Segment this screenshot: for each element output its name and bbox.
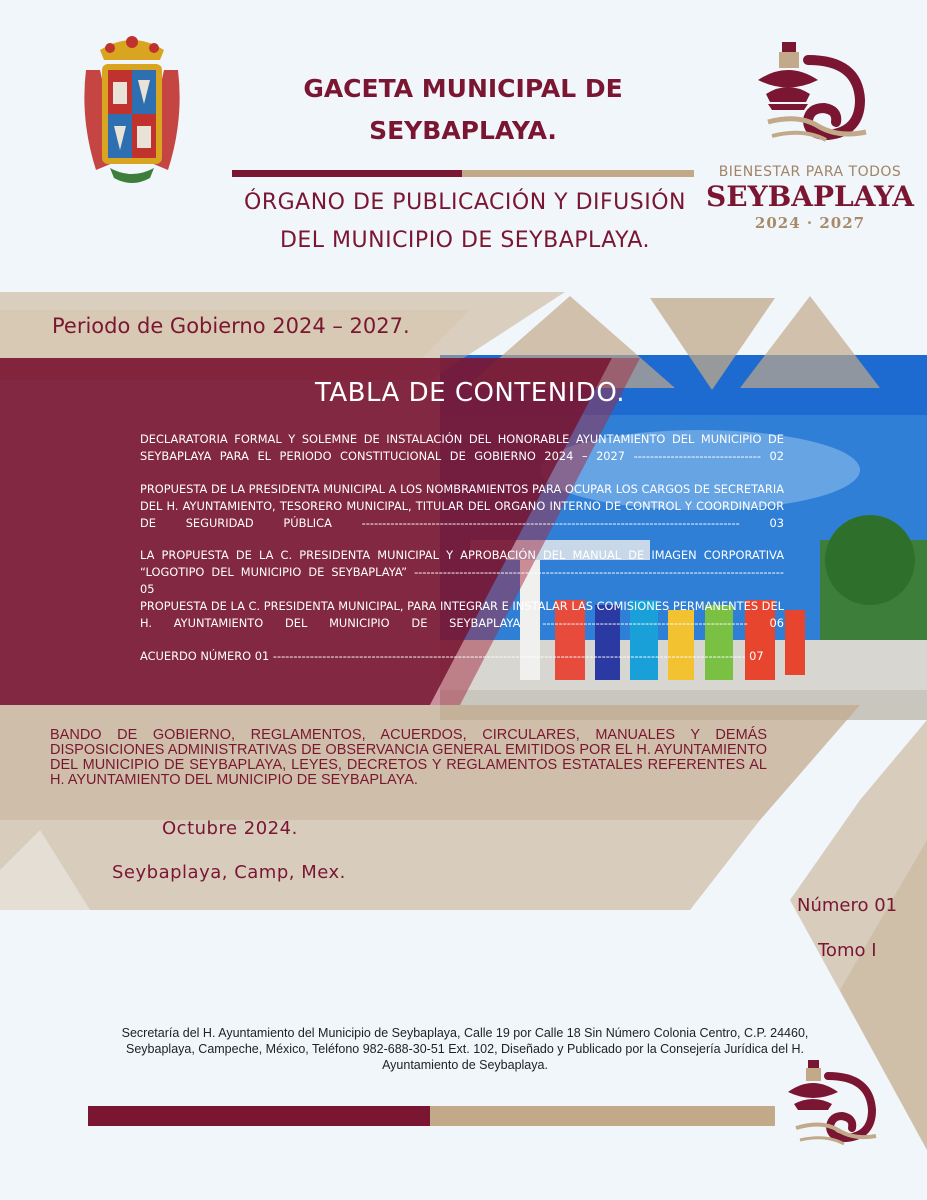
brand-years: 2024 · 2027 [754,214,866,232]
footer-lighthouse-logo-icon [782,1058,880,1156]
government-period: Periodo de Gobierno 2024 – 2027. [52,314,410,338]
publication-scope-text: BANDO DE GOBIERNO, REGLAMENTOS, ACUERDOS, CIRCULARES, MANUALES Y DEMÁS DISPOSICIONES ADMINISTRATIVAS DE OBSERVANCIA GENERAL EMITIDOS POR EL H. AYUNTAMIENTO DEL MUNICIPIO DE SEYBAPLAYA, LEYES, DECRETOS Y REGLAMENTOS ESTATALES REFERENTES AL H. AYUNTAMIENTO DEL MUNICIPIO DE SEYBAPLAYA. [50,727,767,788]
gazette-title-line1: GACETA MUNICIPAL DE [303,74,623,103]
gazette-subtitle-line1: ÓRGANO DE PUBLICACIÓN Y DIFUSIÓN [244,190,686,215]
publication-date: Octubre 2024. [162,818,298,839]
footer-contact-text: Secretaría del H. Ayuntamiento del Municipio de Seybaplaya, Calle 19 por Calle 18 Sin Número Colonia Centro, C.P. 24460, Seybaplaya, Campeche, México, Teléfono 982-688-30-51 Ext. 102, Diseñado y Publicado por la Consejería Jurídica del H. Ayuntamiento de Seybaplaya. [121,1026,809,1072]
toc-entry[interactable]: PROPUESTA DE LA PRESIDENTA MUNICIPAL A LOS NOMBRAMIENTOS PARA OCUPAR LOS CARGOS DE SECRETARIA DEL H. AYUNTAMIENTO, TESORERO MUNICIPAL, TITULAR DEL ORGANO INTERNO DE CONTROL Y COORDINADOR DE SEGURIDAD PÚBLICA -------------------------------------------------------------------------------------------- 03 [140,482,784,530]
footer-bar-tan [430,1106,775,1126]
gazette-subtitle-line2: DEL MUNICIPIO DE SEYBAPLAYA. [279,228,651,253]
toc-entry[interactable]: ACUERDO NÚMERO 01 ------------------------------------------------------------------------------------------------------------------- 07 [140,649,764,663]
header-divider-maroon [232,170,462,177]
coat-of-arms-icon [80,30,184,188]
tome-number: Tomo I [818,940,877,961]
publication-place: Seybaplaya, Camp, Mex. [112,862,346,883]
gazette-title-line2: SEYBAPLAYA. [369,116,557,145]
brand-name: SEYBAPLAYA [706,180,914,213]
footer-bar-maroon [88,1106,430,1126]
toc-entry[interactable]: LA PROPUESTA DE LA C. PRESIDENTA MUNICIPAL Y APROBACIÓN DEL MANUAL DE IMAGEN CORPORATIVA “LOGOTIPO DEL MUNICIPIO DE SEYBAPLAYA” ------------------------------------------------------------------------------------------ 05 [140,548,784,596]
seybaplaya-lighthouse-logo-icon [748,40,873,150]
toc-title: TABLA DE CONTENIDO. [314,378,626,408]
brand-tagline: BIENESTAR PARA TODOS [718,164,902,180]
toc-entry[interactable]: PROPUESTA DE LA C. PRESIDENTA MUNICIPAL, PARA INTEGRAR E INSTALAR LAS COMISIONES PERMANENTES DEL H. AYUNTAMIENTO DEL MUNICIPIO DE SEYBAPLAYA -------------------------------------------------- 06 [140,599,784,630]
issue-number: Número 01 [797,895,898,916]
toc-entry[interactable]: DECLARATORIA FORMAL Y SOLEMNE DE INSTALACIÓN DEL HONORABLE AYUNTAMIENTO DEL MUNICIPIO DE SEYBAPLAYA PARA EL PERIODO CONSTITUCIONAL DE GOBIERNO 2024 – 2027 ------------------------------- 02 [140,432,784,463]
header-divider-tan [462,170,694,177]
